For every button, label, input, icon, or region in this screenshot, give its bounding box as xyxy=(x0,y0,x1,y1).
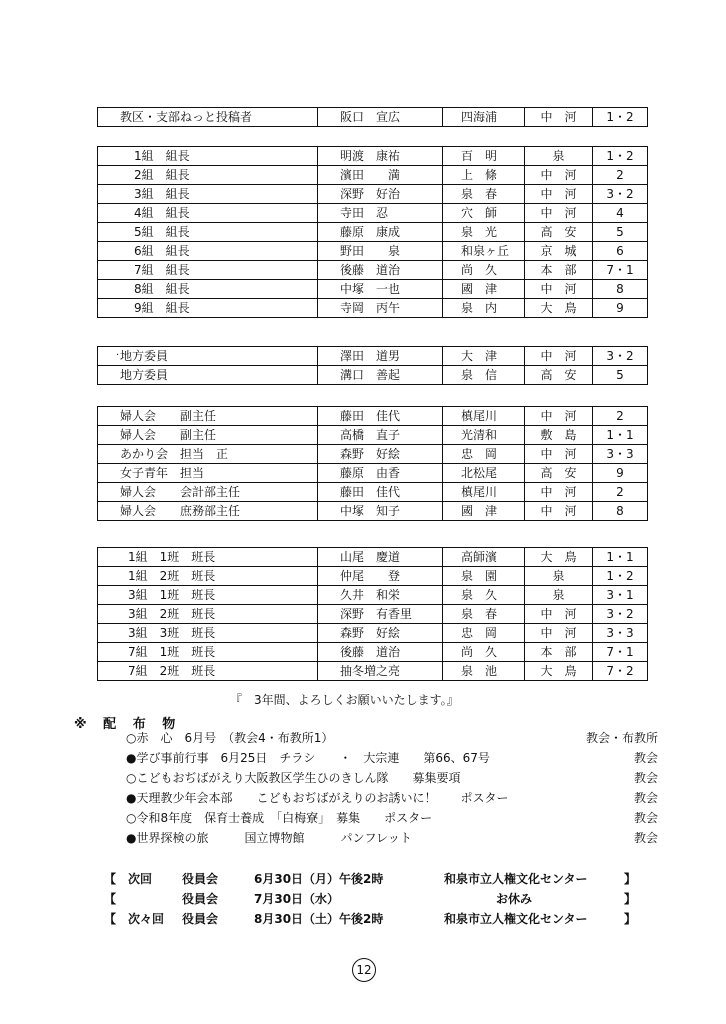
meeting-place: お休み xyxy=(496,892,533,906)
group-cell: 7・1 xyxy=(593,261,648,280)
table-row xyxy=(98,299,648,318)
regional-table xyxy=(97,346,648,385)
women-table xyxy=(97,406,648,521)
group-cell: 1・2 xyxy=(593,147,648,166)
meeting-bracket-open: 【 xyxy=(104,872,117,886)
name-cell: 深野 有香里 xyxy=(318,605,443,624)
group-cell: 3・3 xyxy=(593,445,648,464)
list-item xyxy=(126,728,658,748)
role-cell: 地方委員 xyxy=(98,347,318,366)
table-row xyxy=(98,407,648,426)
role-cell: 地方委員 xyxy=(98,366,318,385)
distribution-item-destination: 教会 xyxy=(633,831,658,845)
role-cell: 7組 組長 xyxy=(98,261,318,280)
area-cell: 北松尾 xyxy=(443,464,525,483)
table-row xyxy=(98,464,648,483)
name-cell: 藤田 佳代 xyxy=(318,483,443,502)
district-cell: 中 河 xyxy=(525,185,593,204)
meeting-row xyxy=(104,909,637,929)
group-cell: 3・2 xyxy=(593,185,648,204)
name-cell: 阪口 宣広 xyxy=(318,108,443,127)
table-row xyxy=(98,643,648,662)
name-cell: 溝口 善起 xyxy=(318,366,443,385)
distribution-item-text: ●世界探検の旅 国立博物館 パンフレット xyxy=(126,831,412,845)
area-cell: 泉 春 xyxy=(443,605,525,624)
district-cell: 泉 xyxy=(525,567,593,586)
district-cell: 大 鳥 xyxy=(525,548,593,567)
meeting-bracket-close: 】 xyxy=(624,912,637,926)
area-cell: 國 津 xyxy=(443,502,525,521)
role-cell: 教区・支部ねっと投稿者 xyxy=(98,108,318,127)
group-cell: 3・1 xyxy=(593,586,648,605)
distribution-item-text: ○こどもおぢばがえり大阪教区学生ひのきしん隊 募集要項 xyxy=(126,771,461,785)
role-cell: 3組 組長 xyxy=(98,185,318,204)
name-cell: 藤田 佳代 xyxy=(318,407,443,426)
district-cell: 泉 xyxy=(525,586,593,605)
area-cell: 光清和 xyxy=(443,426,525,445)
area-cell: 槙尾川 xyxy=(443,407,525,426)
role-cell: 5組 組長 xyxy=(98,223,318,242)
area-cell: 和泉ヶ丘 xyxy=(443,242,525,261)
district-cell: 泉 xyxy=(525,147,593,166)
meeting-type: 役員会 xyxy=(182,872,219,886)
group-cell: 7・2 xyxy=(593,662,648,681)
area-cell: 泉 園 xyxy=(443,567,525,586)
role-cell: 女子青年 担当 xyxy=(98,464,318,483)
district-cell: 本 部 xyxy=(525,261,593,280)
distribution-item-destination: 教会 xyxy=(633,791,658,805)
group-cell: 2 xyxy=(593,166,648,185)
name-cell: 野田 泉 xyxy=(318,242,443,261)
area-cell: 百 明 xyxy=(443,147,525,166)
name-cell: 山尾 慶道 xyxy=(318,548,443,567)
role-cell: 9組 組長 xyxy=(98,299,318,318)
distribution-item-destination: 教会 xyxy=(633,811,658,825)
table-row xyxy=(98,548,648,567)
list-item xyxy=(126,748,658,768)
district-cell: 中 河 xyxy=(525,166,593,185)
meeting-row xyxy=(104,869,637,889)
role-cell: 2組 組長 xyxy=(98,166,318,185)
district-cell: 中 河 xyxy=(525,407,593,426)
name-cell: 森野 好絵 xyxy=(318,445,443,464)
role-cell: 婦人会 副主任 xyxy=(98,407,318,426)
district-cell: 高 安 xyxy=(525,366,593,385)
name-cell: 森野 好絵 xyxy=(318,624,443,643)
role-cell: 8組 組長 xyxy=(98,280,318,299)
role-cell: 1組 組長 xyxy=(98,147,318,166)
contributor-table xyxy=(97,107,648,127)
area-cell: 泉 信 xyxy=(443,366,525,385)
table-row xyxy=(98,261,648,280)
meeting-type: 役員会 xyxy=(182,892,219,906)
role-cell: 1組 2班 班長 xyxy=(98,567,318,586)
area-cell: 高師濱 xyxy=(443,548,525,567)
meeting-bracket-close: 】 xyxy=(624,892,637,906)
name-cell: 澤田 道男 xyxy=(318,347,443,366)
district-cell: 京 城 xyxy=(525,242,593,261)
name-cell: 久井 和栄 xyxy=(318,586,443,605)
role-cell: 婦人会 会計部主任 xyxy=(98,483,318,502)
name-cell: 抽冬増之亮 xyxy=(318,662,443,681)
name-cell: 高橋 直子 xyxy=(318,426,443,445)
area-cell: 大 津 xyxy=(443,347,525,366)
district-cell: 中 河 xyxy=(525,483,593,502)
meeting-place: 和泉市立人権文化センター xyxy=(444,912,588,926)
group-leaders-table xyxy=(97,146,648,318)
name-cell: 仲尾 登 xyxy=(318,567,443,586)
table-row xyxy=(98,108,648,127)
group-cell: 8 xyxy=(593,280,648,299)
meeting-date: 8月30日（土）午後2時 xyxy=(254,912,384,926)
group-cell: 7・1 xyxy=(593,643,648,662)
district-cell: 中 河 xyxy=(525,605,593,624)
role-cell: 婦人会 庶務部主任 xyxy=(98,502,318,521)
area-cell: 四海浦 xyxy=(443,108,525,127)
area-cell: 忠 岡 xyxy=(443,624,525,643)
area-cell: 泉 内 xyxy=(443,299,525,318)
area-cell: 泉 春 xyxy=(443,185,525,204)
group-cell: 3・2 xyxy=(593,347,648,366)
name-cell: 深野 好治 xyxy=(318,185,443,204)
name-cell: 寺田 忍 xyxy=(318,204,443,223)
group-cell: 2 xyxy=(593,407,648,426)
group-cell: 4 xyxy=(593,204,648,223)
group-cell: 5 xyxy=(593,223,648,242)
meeting-bracket-close: 】 xyxy=(624,872,637,886)
table-row xyxy=(98,624,648,643)
name-cell: 中塚 一也 xyxy=(318,280,443,299)
group-cell: 1・1 xyxy=(593,548,648,567)
group-cell: 1・2 xyxy=(593,108,648,127)
district-cell: 中 河 xyxy=(525,204,593,223)
meeting-row xyxy=(104,889,637,909)
district-cell: 敷 島 xyxy=(525,426,593,445)
table-row xyxy=(98,242,648,261)
distribution-item-text: ●天理教少年会本部 こどもおぢばがえりのお誘いに！ ポスター xyxy=(126,791,509,805)
meeting-bracket-open: 【 xyxy=(104,912,117,926)
list-item xyxy=(126,788,658,808)
role-cell: あかり会 担当 正 xyxy=(98,445,318,464)
table-row xyxy=(98,347,648,366)
name-cell: 藤原 由香 xyxy=(318,464,443,483)
district-cell: 本 部 xyxy=(525,643,593,662)
list-item xyxy=(126,808,658,828)
district-cell: 中 河 xyxy=(525,502,593,521)
area-cell: 泉 光 xyxy=(443,223,525,242)
distribution-heading: ※ 配 布 物 xyxy=(74,717,182,732)
district-cell: 中 河 xyxy=(525,108,593,127)
role-cell: 3組 1班 班長 xyxy=(98,586,318,605)
thanks-note: 『 3年間、よろしくお願いいたします。』 xyxy=(230,693,459,707)
meeting-date: 7月30日（水） xyxy=(254,892,340,906)
meeting-bracket-open: 【 xyxy=(104,892,117,906)
table-row xyxy=(98,662,648,681)
distribution-item-destination: 教会 xyxy=(633,751,658,765)
meeting-type: 役員会 xyxy=(182,912,219,926)
area-cell: 尚 久 xyxy=(443,261,525,280)
table-row xyxy=(98,483,648,502)
role-cell: 3組 2班 班長 xyxy=(98,605,318,624)
table-row xyxy=(98,445,648,464)
role-cell: 3組 3班 班長 xyxy=(98,624,318,643)
page-number: 12 xyxy=(352,958,376,982)
role-cell: 7組 2班 班長 xyxy=(98,662,318,681)
group-cell: 1・2 xyxy=(593,567,648,586)
group-cell: 6 xyxy=(593,242,648,261)
role-cell: 婦人会 副主任 xyxy=(98,426,318,445)
area-cell: 泉 久 xyxy=(443,586,525,605)
table-row xyxy=(98,147,648,166)
table-row xyxy=(98,567,648,586)
district-cell: 高 安 xyxy=(525,223,593,242)
name-cell: 藤原 康成 xyxy=(318,223,443,242)
distribution-item-destination: 教会・布教所 xyxy=(585,731,658,745)
district-cell: 中 河 xyxy=(525,280,593,299)
table-row xyxy=(98,223,648,242)
meeting-label: 次々回 xyxy=(128,912,165,926)
distribution-item-text: ●学び事前行事 6月25日 チラシ ・ 大宗連 第66、67号 xyxy=(126,751,490,765)
table-row xyxy=(98,502,648,521)
role-cell: 4組 組長 xyxy=(98,204,318,223)
name-cell: 明渡 康祐 xyxy=(318,147,443,166)
meeting-date: 6月30日（月）午後2時 xyxy=(254,872,384,886)
group-cell: 9 xyxy=(593,299,648,318)
role-cell: 7組 1班 班長 xyxy=(98,643,318,662)
mark: · xyxy=(116,350,120,361)
district-cell: 高 安 xyxy=(525,464,593,483)
list-item xyxy=(126,768,658,788)
area-cell: 泉 池 xyxy=(443,662,525,681)
table-row xyxy=(98,280,648,299)
group-cell: 8 xyxy=(593,502,648,521)
group-cell: 1・1 xyxy=(593,426,648,445)
area-cell: 國 津 xyxy=(443,280,525,299)
group-cell: 2 xyxy=(593,483,648,502)
name-cell: 濱田 満 xyxy=(318,166,443,185)
squad-leaders-table xyxy=(97,547,648,681)
meeting-label: 次回 xyxy=(128,872,153,886)
role-cell: 1組 1班 班長 xyxy=(98,548,318,567)
group-cell: 9 xyxy=(593,464,648,483)
area-cell: 尚 久 xyxy=(443,643,525,662)
list-item xyxy=(126,828,658,848)
meeting-place: 和泉市立人権文化センター xyxy=(444,872,588,886)
area-cell: 忠 岡 xyxy=(443,445,525,464)
distribution-item-text: ○赤 心 6月号 （教会4・布教所1） xyxy=(126,731,334,745)
table-row xyxy=(98,605,648,624)
district-cell: 中 河 xyxy=(525,624,593,643)
role-cell: 6組 組長 xyxy=(98,242,318,261)
group-cell: 3・3 xyxy=(593,624,648,643)
table-row xyxy=(98,426,648,445)
district-cell: 中 河 xyxy=(525,445,593,464)
distribution-item-destination: 教会 xyxy=(633,771,658,785)
name-cell: 中塚 知子 xyxy=(318,502,443,521)
group-cell: 5 xyxy=(593,366,648,385)
table-row xyxy=(98,166,648,185)
table-row xyxy=(98,586,648,605)
table-row xyxy=(98,366,648,385)
distribution-item-text: ○令和8年度 保育士養成 「白梅寮」 募集 ポスター xyxy=(126,811,433,825)
name-cell: 後藤 道治 xyxy=(318,261,443,280)
name-cell: 寺岡 丙午 xyxy=(318,299,443,318)
table-row xyxy=(98,204,648,223)
district-cell: 中 河 xyxy=(525,347,593,366)
district-cell: 大 鳥 xyxy=(525,299,593,318)
district-cell: 大 鳥 xyxy=(525,662,593,681)
area-cell: 槙尾川 xyxy=(443,483,525,502)
group-cell: 3・2 xyxy=(593,605,648,624)
area-cell: 上 條 xyxy=(443,166,525,185)
name-cell: 後藤 道治 xyxy=(318,643,443,662)
area-cell: 穴 師 xyxy=(443,204,525,223)
table-row xyxy=(98,185,648,204)
